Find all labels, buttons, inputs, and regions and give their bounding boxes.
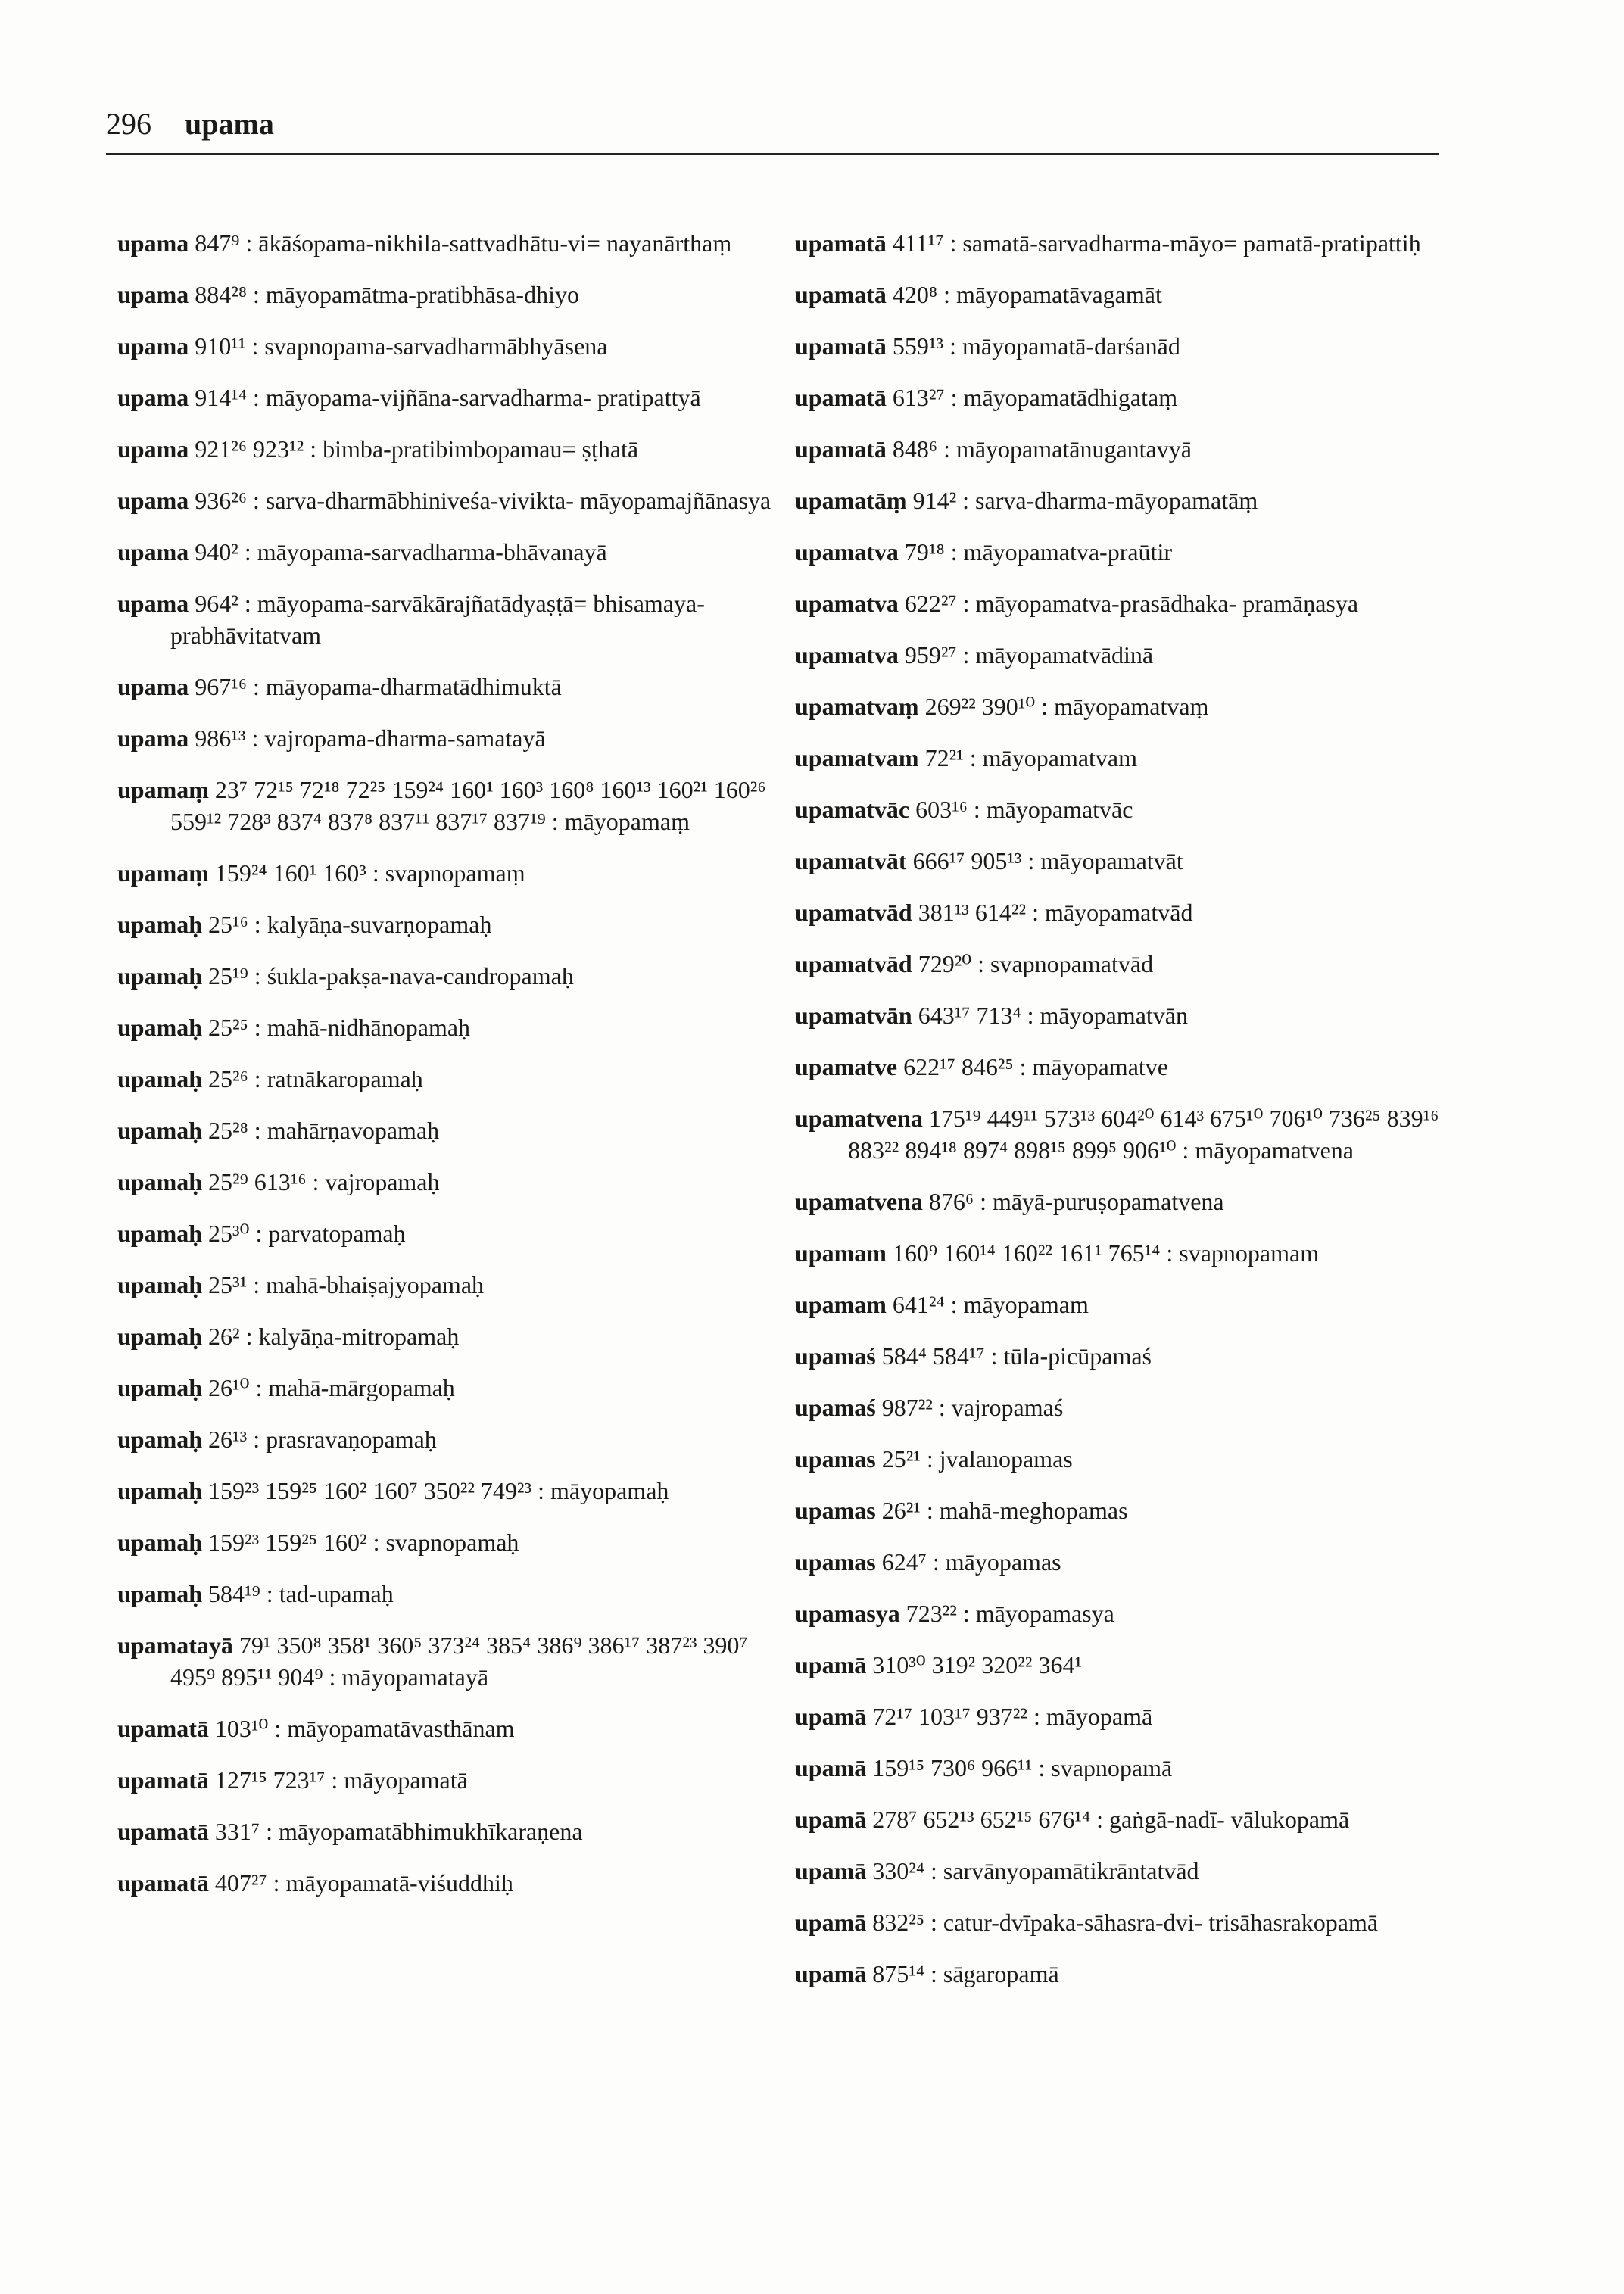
entry-references: 876⁶ xyxy=(928,1188,974,1215)
entry-references: 26¹⁰ xyxy=(208,1374,250,1401)
index-entry xyxy=(795,279,1461,310)
index-entry xyxy=(795,1102,1461,1166)
entry-definition: : māyopamatā-viśuddhiḥ xyxy=(273,1869,513,1897)
entry-definition: : māyopamatvādinā xyxy=(962,641,1154,669)
entry-references: 986¹³ xyxy=(195,725,246,752)
entry-definition: : svapnopamaṃ xyxy=(372,859,525,887)
entry-definition: : māyopamatāvagamāt xyxy=(943,281,1162,308)
entry-headword: upamaḥ xyxy=(117,962,203,990)
entry-definition: : tad-upamaḥ xyxy=(266,1580,394,1607)
index-entry xyxy=(117,330,784,362)
entry-references: 79¹⁸ xyxy=(904,538,945,566)
entry-definition: : māyopamatvāt xyxy=(1027,847,1183,874)
entry-headword: upamaḥ xyxy=(117,1374,203,1401)
entry-headword: upamatā xyxy=(795,435,887,463)
entry-references: 584¹⁹ xyxy=(208,1580,260,1607)
index-entry xyxy=(117,1629,784,1693)
entry-references: 622¹⁷ 846²⁵ xyxy=(903,1053,1014,1080)
entry-references: 72²¹ xyxy=(924,744,964,771)
entry-headword: upamatāṃ xyxy=(795,487,907,514)
entry-definition: : māyopamatvān xyxy=(1027,1002,1188,1029)
entry-definition: : māyā-puruṣopamatvena xyxy=(980,1188,1224,1215)
entry-definition: : parvatopamaḥ xyxy=(255,1220,406,1247)
left-column xyxy=(117,227,784,1918)
entry-references: 23⁷ 72¹⁵ 72¹⁸ 72²⁵ 159²⁴ 160¹ 160³ 160⁸ 160¹³ 160²¹ 160²⁶ 559¹² 728³ 837⁴ 837⁸ 837¹¹ 837¹⁷ 837¹⁹ xyxy=(170,776,766,835)
entry-definition: : māyopamam xyxy=(950,1291,1089,1318)
entry-headword: upamaḥ xyxy=(117,1323,203,1350)
index-entry xyxy=(117,1578,784,1610)
entry-definition: : svapnopama-sarvadharmābhyāsena xyxy=(251,332,608,360)
entry-headword: upamatā xyxy=(117,1766,209,1794)
index-entry xyxy=(795,1546,1461,1578)
entry-definition: : ākāśopama-nikhila-sattvadhātu-vi= nayanārthaṃ xyxy=(245,229,732,257)
entry-definition: : māyopamatvena xyxy=(1182,1136,1354,1164)
entry-references: 25²⁶ xyxy=(208,1065,248,1092)
entry-headword: upamas xyxy=(795,1445,876,1473)
entry-references: 159²³ 159²⁵ 160² 160⁷ 350²² 749²³ xyxy=(208,1477,532,1504)
entry-headword: upamatvena xyxy=(795,1105,923,1132)
entry-headword: upamas xyxy=(795,1548,876,1576)
index-entry xyxy=(117,1011,784,1043)
entry-references: 175¹⁹ 449¹¹ 573¹³ 604²⁰ 614³ 675¹⁰ 706¹⁰ 736²⁵ 839¹⁶ 883²² 894¹⁸ 897⁴ 898¹⁵ 899⁵ 906¹⁰ xyxy=(848,1105,1439,1164)
entry-headword: upamaṃ xyxy=(117,859,209,887)
entry-definition: : mahārṇavopamaḥ xyxy=(254,1117,440,1144)
index-entry xyxy=(795,1597,1461,1629)
entry-references: 723²² xyxy=(906,1600,957,1627)
entry-definition: : sarva-dharma-māyopamatāṃ xyxy=(962,487,1258,514)
entry-references: 964² xyxy=(195,590,238,617)
entry-definition: : mahā-nidhānopamaḥ xyxy=(254,1014,471,1041)
entry-headword: upamatvāc xyxy=(795,796,910,823)
index-entry xyxy=(795,999,1461,1031)
entry-definition: : sāgaropamā xyxy=(930,1960,1059,1987)
entry-headword: upamaḥ xyxy=(117,1271,203,1298)
entry-headword: upamaḥ xyxy=(117,1580,203,1607)
entry-definition: : samatā-sarvadharma-māyo= pamatā-pratipattiḥ xyxy=(949,229,1421,257)
entry-headword: upamatā xyxy=(795,281,887,308)
index-entry xyxy=(117,671,784,703)
entry-references: 269²² 390¹⁰ xyxy=(924,693,1036,720)
index-entry xyxy=(795,382,1461,413)
entry-headword: upamaḥ xyxy=(117,1168,203,1195)
index-entry xyxy=(795,485,1461,516)
entry-references: 959²⁷ xyxy=(904,641,957,669)
index-entry xyxy=(795,896,1461,928)
entry-references: 940² xyxy=(195,538,238,566)
index-entry xyxy=(795,330,1461,362)
entry-references: 330²⁴ xyxy=(872,1857,924,1884)
entry-headword: upamasya xyxy=(795,1600,900,1627)
entry-headword: upamaḥ xyxy=(117,1014,203,1041)
entry-references: 921²⁶ 923¹² xyxy=(195,435,304,463)
entry-definition: : sarvānyopamātikrāntatvād xyxy=(930,1857,1199,1884)
entry-headword: upamaḥ xyxy=(117,1477,203,1504)
entry-definition: : māyopama-dharmatādhimuktā xyxy=(253,673,562,700)
index-entry xyxy=(795,1392,1461,1423)
entry-headword: upamatva xyxy=(795,641,899,669)
entry-headword: upamam xyxy=(795,1291,887,1318)
index-entry xyxy=(117,1114,784,1146)
entry-references: 641²⁴ xyxy=(892,1291,945,1318)
entry-references: 910¹¹ xyxy=(195,332,246,360)
index-entry xyxy=(795,1958,1461,1990)
index-entry xyxy=(117,960,784,992)
entry-references: 936²⁶ xyxy=(195,487,247,514)
entry-references: 848⁶ xyxy=(892,435,938,463)
entry-headword: upama xyxy=(117,538,189,566)
entry-definition: : māyopamatā xyxy=(331,1766,468,1794)
entry-references: 159²⁴ 160¹ 160³ xyxy=(214,859,366,887)
index-entry xyxy=(795,1700,1461,1732)
entry-headword: upamatvāt xyxy=(795,847,907,874)
entry-headword: upamatve xyxy=(795,1053,898,1080)
entry-references: 420⁸ xyxy=(892,281,938,308)
entry-definition: : mahā-bhaiṣajyopamaḥ xyxy=(253,1271,485,1298)
entry-headword: upama xyxy=(117,725,189,752)
entry-references: 25²¹ xyxy=(881,1445,921,1473)
entry-headword: upamatvān xyxy=(795,1002,912,1029)
entry-references: 25²⁵ xyxy=(208,1014,248,1041)
entry-headword: upamaḥ xyxy=(117,911,203,938)
entry-definition: : māyopamatvāc xyxy=(973,796,1133,823)
entry-definition: : māyopamatābhimukhīkaraṇena xyxy=(266,1818,583,1845)
entry-headword: upamatvena xyxy=(795,1188,923,1215)
entry-headword: upamatva xyxy=(795,590,899,617)
entry-definition: : māyopamatvaṃ xyxy=(1041,693,1209,720)
entry-references: 559¹³ xyxy=(892,332,944,360)
entry-definition: : śukla-pakṣa-nava-candropamaḥ xyxy=(254,962,574,990)
entry-references: 331⁷ xyxy=(214,1818,260,1845)
entry-headword: upamā xyxy=(795,1857,867,1884)
entry-headword: upamaḥ xyxy=(117,1117,203,1144)
entry-references: 914² xyxy=(912,487,957,514)
entry-references: 25¹⁶ xyxy=(208,911,248,938)
index-entry xyxy=(795,1649,1461,1681)
entry-headword: upamaḥ xyxy=(117,1220,203,1247)
entry-references: 278⁷ 652¹³ 652¹⁵ 676¹⁴ xyxy=(872,1806,1091,1833)
entry-definition: : vajropama-dharma-samatayā xyxy=(251,725,546,752)
entry-headword: upamam xyxy=(795,1239,887,1267)
entry-references: 159²³ 159²⁵ 160² xyxy=(208,1529,367,1556)
index-entry xyxy=(795,433,1461,465)
entry-definition: : māyopamas xyxy=(932,1548,1061,1576)
index-entry xyxy=(795,1443,1461,1475)
index-entry xyxy=(795,1752,1461,1784)
index-entry xyxy=(117,722,784,754)
entry-definition: : sarva-dharmābhiniveśa-vivikta- māyopamajñānasya xyxy=(253,487,771,514)
index-entry xyxy=(795,742,1461,774)
index-entry xyxy=(117,1063,784,1095)
index-entry xyxy=(795,1340,1461,1372)
index-entry xyxy=(117,909,784,940)
entry-references: 103¹⁰ xyxy=(214,1715,269,1742)
entry-headword: upamatā xyxy=(795,332,887,360)
entry-headword: upamā xyxy=(795,1806,867,1833)
entry-references: 310³⁰ 319² 320²² 364¹ xyxy=(872,1651,1083,1678)
index-entry xyxy=(795,1855,1461,1887)
entry-definition: : svapnopamam xyxy=(1166,1239,1320,1267)
entry-definition: : māyopamaṃ xyxy=(551,808,690,835)
entry-definition: : ratnākaropamaḥ xyxy=(254,1065,423,1092)
page-number: 296 xyxy=(106,107,151,141)
entry-headword: upamatvād xyxy=(795,899,912,926)
entry-headword: upama xyxy=(117,332,189,360)
entry-headword: upama xyxy=(117,590,189,617)
entry-headword: upamatvād xyxy=(795,950,912,977)
index-entry xyxy=(795,588,1461,619)
index-entry xyxy=(795,1289,1461,1320)
entry-references: 25²⁸ xyxy=(208,1117,248,1144)
entry-headword: upamā xyxy=(795,1909,867,1936)
index-entry xyxy=(795,690,1461,722)
index-entry xyxy=(117,1423,784,1455)
entry-definition: : kalyāṇa-mitropamaḥ xyxy=(245,1323,460,1350)
entry-headword: upama xyxy=(117,487,189,514)
entry-headword: upamatva xyxy=(795,538,899,566)
entry-references: 624⁷ xyxy=(881,1548,927,1576)
entry-references: 613²⁷ xyxy=(892,384,945,411)
entry-headword: upamaḥ xyxy=(117,1065,203,1092)
index-entry xyxy=(117,1217,784,1249)
index-entry xyxy=(795,1051,1461,1083)
entry-headword: upamatā xyxy=(795,229,887,257)
entry-headword: upamatā xyxy=(117,1715,209,1742)
entry-definition: : mahā-meghopamas xyxy=(926,1497,1128,1524)
entry-references: 160⁹ 160¹⁴ 160²² 161¹ 765¹⁴ xyxy=(892,1239,1161,1267)
entry-definition: : māyopama-sarvākārajñatādyaṣṭā= bhisamaya-prabhāvitatvam xyxy=(170,590,705,649)
entry-definition: : prasravaṇopamaḥ xyxy=(253,1426,437,1453)
entry-references: 603¹⁶ xyxy=(915,796,968,823)
entry-references: 159¹⁵ 730⁶ 966¹¹ xyxy=(872,1754,1033,1781)
entry-references: 25³¹ xyxy=(208,1271,248,1298)
header-rule xyxy=(106,153,1439,155)
entry-headword: upamaṃ xyxy=(117,776,209,803)
entry-references: 407²⁷ xyxy=(214,1869,267,1897)
index-entry xyxy=(117,857,784,889)
entry-references: 967¹⁶ xyxy=(195,673,247,700)
entry-headword: upamaḥ xyxy=(117,1426,203,1453)
index-entry xyxy=(117,227,784,259)
entry-references: 643¹⁷ 713⁴ xyxy=(918,1002,1021,1029)
entry-references: 411¹⁷ xyxy=(892,229,944,257)
index-entry xyxy=(117,433,784,465)
entry-references: 987²² xyxy=(881,1394,933,1421)
index-entry xyxy=(117,1526,784,1558)
entry-headword: upamā xyxy=(795,1754,867,1781)
entry-definition: : vajropamaḥ xyxy=(312,1168,440,1195)
entry-definition: : mahā-mārgopamaḥ xyxy=(255,1374,455,1401)
index-entry xyxy=(795,536,1461,568)
entry-headword: upama xyxy=(117,435,189,463)
index-entry xyxy=(795,1803,1461,1835)
entry-definition: : māyopama-sarvadharma-bhāvanayā xyxy=(244,538,607,566)
entry-headword: upama xyxy=(117,229,189,257)
entry-definition: : māyopamatva-praūtir xyxy=(950,538,1172,566)
entry-definition: : māyopamā xyxy=(1033,1703,1153,1730)
index-entry xyxy=(117,1713,784,1744)
index-entry xyxy=(117,1475,784,1507)
entry-references: 127¹⁵ 723¹⁷ xyxy=(214,1766,326,1794)
entry-references: 584⁴ 584¹⁷ xyxy=(881,1342,985,1370)
entry-headword: upamaḥ xyxy=(117,1529,203,1556)
entry-references: 666¹⁷ 905¹³ xyxy=(912,847,1022,874)
index-entry xyxy=(117,382,784,413)
index-entry xyxy=(795,1186,1461,1217)
entry-references: 72¹⁷ 103¹⁷ 937²² xyxy=(872,1703,1027,1730)
entry-headword: upamaś xyxy=(795,1394,876,1421)
entry-headword: upamā xyxy=(795,1703,867,1730)
entry-references: 729²⁰ xyxy=(918,950,972,977)
entry-references: 381¹³ 614²² xyxy=(918,899,1027,926)
entry-headword: upama xyxy=(117,673,189,700)
entry-definition: : svapnopamaḥ xyxy=(372,1529,519,1556)
index-entry xyxy=(795,845,1461,877)
entry-definition: : māyopamatva-prasādhaka- pramāṇasya xyxy=(962,590,1359,617)
entry-headword: upama xyxy=(117,281,189,308)
entry-definition: : māyopamātma-pratibhāsa-dhiyo xyxy=(253,281,579,308)
entry-definition: : svapnopamatvād xyxy=(977,950,1154,977)
index-entry xyxy=(795,948,1461,980)
entry-definition: : māyopamatayā xyxy=(329,1663,489,1691)
entry-headword: upamatvaṃ xyxy=(795,693,919,720)
entry-headword: upamatayā xyxy=(117,1632,233,1659)
entry-headword: upamaś xyxy=(795,1342,876,1370)
entry-references: 847⁹ xyxy=(195,229,240,257)
entry-references: 26¹³ xyxy=(208,1426,248,1453)
index-entry xyxy=(117,279,784,310)
right-column xyxy=(795,227,1461,2009)
entry-headword: upamatvam xyxy=(795,744,919,771)
index-entry xyxy=(117,1166,784,1198)
index-entry xyxy=(117,1764,784,1796)
entry-references: 875¹⁴ xyxy=(872,1960,924,1987)
index-entry xyxy=(795,793,1461,825)
page-header xyxy=(106,106,1439,159)
entry-definition: : māyopamatādhigataṃ xyxy=(950,384,1178,411)
index-entry xyxy=(117,485,784,516)
entry-definition: : svapnopamā xyxy=(1038,1754,1173,1781)
entry-headword: upamas xyxy=(795,1497,876,1524)
entry-definition: : catur-dvīpaka-sāhasra-dvi- trisāhasrakopamā xyxy=(930,1909,1379,1936)
entry-references: 26² xyxy=(208,1323,240,1350)
entry-headword: upamatā xyxy=(117,1869,209,1897)
index-entry xyxy=(117,1867,784,1899)
entry-references: 79¹ 350⁸ 358¹ 360⁵ 373²⁴ 385⁴ 386⁹ 386¹⁷ 387²³ 390⁷ 495⁹ 895¹¹ 904⁹ xyxy=(170,1632,748,1691)
entry-definition: : māyopamatā-darśanād xyxy=(949,332,1180,360)
index-entry xyxy=(795,1495,1461,1526)
entry-references: 832²⁵ xyxy=(872,1909,924,1936)
entry-headword: upamā xyxy=(795,1960,867,1987)
entry-references: 884²⁸ xyxy=(195,281,247,308)
entry-references: 25²⁹ 613¹⁶ xyxy=(208,1168,307,1195)
entry-definition: : māyopama-vijñāna-sarvadharma- pratipattyā xyxy=(253,384,701,411)
entry-references: 622²⁷ xyxy=(904,590,957,617)
index-entry xyxy=(117,774,784,837)
index-entry xyxy=(795,227,1461,259)
entry-definition: : māyopamatve xyxy=(1019,1053,1168,1080)
index-entry xyxy=(795,1237,1461,1269)
entry-references: 25¹⁹ xyxy=(208,962,248,990)
entry-definition: : māyopamaḥ xyxy=(538,1477,669,1504)
entry-headword: upamā xyxy=(795,1651,867,1678)
index-entry xyxy=(117,536,784,568)
entry-definition: : māyopamasya xyxy=(962,1600,1114,1627)
entry-definition: : māyopamatānugantavyā xyxy=(943,435,1192,463)
entry-headword: upama xyxy=(117,384,189,411)
running-head: upama xyxy=(185,107,274,141)
index-entry xyxy=(117,1320,784,1352)
entry-definition: : vajropamaś xyxy=(938,1394,1064,1421)
entry-definition: : māyopamatvam xyxy=(969,744,1138,771)
entry-references: 26²¹ xyxy=(881,1497,921,1524)
index-entry xyxy=(117,1269,784,1301)
index-entry xyxy=(795,1906,1461,1938)
entry-definition: : jvalanopamas xyxy=(926,1445,1073,1473)
entry-definition: : māyopamatāvasthānam xyxy=(274,1715,515,1742)
entry-headword: upamatā xyxy=(795,384,887,411)
index-entry xyxy=(117,588,784,651)
entry-definition: : tūla-picūpamaś xyxy=(990,1342,1152,1370)
entry-definition: : kalyāṇa-suvarṇopamaḥ xyxy=(254,911,492,938)
index-entry xyxy=(117,1372,784,1404)
entry-definition: : gaṅgā-nadī- vālukopamā xyxy=(1096,1806,1350,1833)
entry-references: 25³⁰ xyxy=(208,1220,250,1247)
index-entry xyxy=(117,1816,784,1847)
entry-definition: : māyopamatvād xyxy=(1032,899,1193,926)
entry-definition: : bimba-pratibimbopamau= ṣṭhatā xyxy=(310,435,639,463)
index-entry xyxy=(795,639,1461,671)
entry-headword: upamatā xyxy=(117,1818,209,1845)
entry-references: 914¹⁴ xyxy=(195,384,247,411)
